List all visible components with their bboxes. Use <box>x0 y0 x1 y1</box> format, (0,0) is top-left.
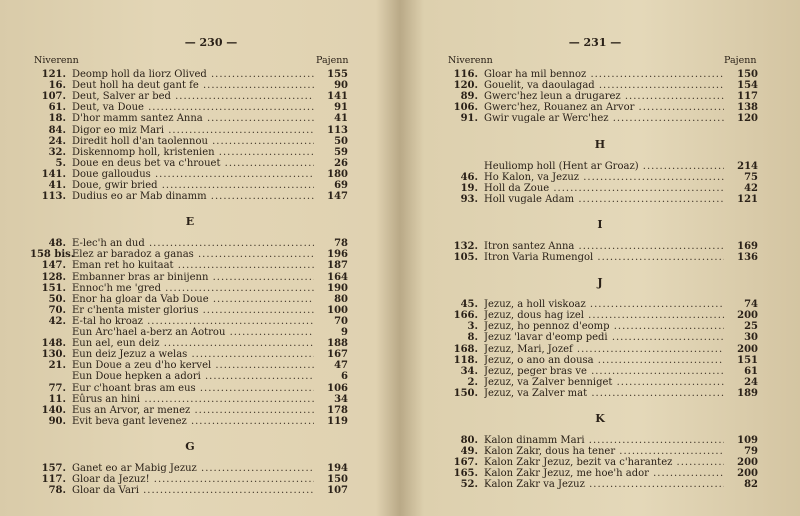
hymn-title-text: Eûrus an hini <box>72 393 141 405</box>
column-header-number: Niverenn <box>34 55 79 66</box>
hymn-number: 24. <box>48 135 66 147</box>
hymn-title-text: Itron santez Anna <box>484 240 575 252</box>
hymn-number: 141. <box>41 168 66 180</box>
page-reference: 147 <box>327 191 348 203</box>
page-reference: 117 <box>737 91 758 103</box>
hymn-number: 80. <box>460 435 478 446</box>
hymn-number: 116. <box>453 69 478 80</box>
hymn-number: 117. <box>41 474 66 485</box>
hymn-title-text: D'hor mamm santez Anna <box>72 113 203 125</box>
index-entry <box>442 112 758 125</box>
page-reference: 167 <box>327 349 348 361</box>
hymn-title <box>72 190 314 203</box>
page-reference: 189 <box>737 387 758 399</box>
page-reference: 150 <box>737 69 758 80</box>
hymn-title-text: Diskennomp holl, kristenien <box>72 146 215 158</box>
hymn-number: 118. <box>453 354 478 366</box>
page-reference: 200 <box>737 457 758 469</box>
hymn-number: 105. <box>453 252 478 263</box>
page-reference: 82 <box>744 479 758 491</box>
page-reference: 136 <box>737 252 758 263</box>
hymn-number: 147. <box>41 260 66 272</box>
page-reference: 100 <box>327 304 348 316</box>
page-reference: 194 <box>327 462 348 474</box>
page-reference: 121 <box>737 193 758 205</box>
page-reference: 196 <box>327 249 348 261</box>
hymn-title-text: Holl vugale Adam <box>484 193 575 205</box>
hymn-number: 167. <box>453 457 478 469</box>
hymn-title-text: Gwir vugale ar Werc'hez <box>484 113 609 125</box>
hymn-title-text: Eun deiz Jezuz a welas <box>72 349 188 361</box>
section-letter: K <box>595 412 605 425</box>
page-reference: 138 <box>737 102 758 114</box>
page-reference: 6 <box>341 371 348 383</box>
hymn-number: 91. <box>460 113 478 125</box>
hymn-title-text: Gloar da Vari <box>72 485 139 497</box>
page-reference: 80 <box>334 293 348 305</box>
hymn-title-text: Heuliomp holl (Hent ar Groaz) <box>484 160 639 172</box>
hymn-title-text: Kalon dinamm Mari <box>484 435 585 446</box>
page-reference: 214 <box>737 160 758 172</box>
hymn-title-text: Deut holl ha deut gant fe <box>72 80 199 92</box>
hymn-title-text: Diredit holl d'an taolennou <box>72 135 208 147</box>
hymn-title-text: Eur c'hoant bras am eus <box>72 382 196 394</box>
index-entry <box>30 484 348 497</box>
column-header-number: Niverenn <box>448 55 493 66</box>
page-reference: 200 <box>737 343 758 355</box>
hymn-number: 46. <box>460 171 478 183</box>
hymn-number: 49. <box>460 446 478 458</box>
hymn-number: 93. <box>460 193 478 205</box>
column-header-page: Pajenn <box>316 55 349 66</box>
hymn-number: 158 bis. <box>30 249 75 261</box>
hymn-number: 19. <box>460 182 478 194</box>
page-reference: 30 <box>744 332 758 344</box>
right-page <box>402 0 800 516</box>
section-letter: G <box>185 439 195 453</box>
hymn-title-text: Embanner bras ar binijenn <box>72 271 209 283</box>
hymn-number: 16. <box>48 80 66 92</box>
hymn-title-text: Deut, va Doue <box>72 102 144 114</box>
hymn-number: 34. <box>460 365 478 377</box>
hymn-title-text: Ganet eo ar Mabig Jezuz <box>72 462 197 474</box>
hymn-title-text: Jezuz, peger bras ve <box>484 365 587 377</box>
hymn-number: 150. <box>453 387 478 399</box>
hymn-number: 130. <box>41 349 66 361</box>
page-reference: 109 <box>737 435 758 446</box>
page-reference: 169 <box>737 240 758 252</box>
hymn-number: 166. <box>453 310 478 322</box>
hymn-number: 120. <box>453 80 478 92</box>
hymn-title <box>72 484 314 497</box>
index-entry <box>442 387 758 400</box>
hymn-title <box>72 415 314 428</box>
index-entry <box>442 478 758 491</box>
hymn-title-text: Jezuz, va Zalver benniget <box>484 376 613 388</box>
hymn-number: 140. <box>41 404 66 416</box>
page-reference: 141 <box>327 91 348 103</box>
page-reference: 69 <box>334 180 348 191</box>
hymn-number: 41. <box>48 180 66 191</box>
hymn-number: 132. <box>453 240 478 252</box>
page-reference: 106 <box>327 382 348 394</box>
page-reference: 151 <box>737 354 758 366</box>
hymn-number: 5. <box>55 157 66 169</box>
page-reference: 24 <box>744 376 758 388</box>
hymn-title-text: Holl da Zoue <box>484 182 550 194</box>
hymn-number: 11. <box>48 393 66 405</box>
hymn-number: 50. <box>48 293 66 305</box>
hymn-number: 90. <box>48 415 66 427</box>
hymn-number: 32. <box>48 146 66 158</box>
hymn-title <box>484 193 724 206</box>
hymn-title-text: Jezuz, a holl viskoaz <box>484 299 586 311</box>
left-page <box>0 0 398 516</box>
hymn-title-text: Ho Kalon, va Jezuz <box>484 171 580 183</box>
page-reference: 178 <box>327 404 348 416</box>
hymn-number: 52. <box>460 479 478 491</box>
page-reference: 9 <box>341 327 348 338</box>
page-reference: 119 <box>327 415 348 427</box>
index-entry <box>30 415 348 428</box>
hymn-title-text: Doue en deus bet va c'hrouet <box>72 157 221 169</box>
hymn-title-text: Jezuz, dous hag izel <box>484 310 584 322</box>
hymn-number: 157. <box>41 462 66 474</box>
column-header-page: Pajenn <box>724 55 757 66</box>
hymn-title <box>484 112 724 125</box>
hymn-number: 121. <box>41 69 66 80</box>
hymn-title <box>484 251 724 264</box>
hymn-title-text: Dudius eo ar Mab dinamm <box>72 191 207 203</box>
page-reference: 164 <box>327 271 348 283</box>
hymn-title-text: Evit beva gant levenez <box>72 415 187 427</box>
hymn-number: 165. <box>453 468 478 480</box>
hymn-number: 61. <box>48 102 66 114</box>
page-reference: 180 <box>327 168 348 180</box>
hymn-title-text: Jezuz 'lavar d'eomp pedi <box>484 332 608 344</box>
page-reference: 154 <box>737 80 758 92</box>
hymn-number: 78. <box>48 485 66 497</box>
page-number: — 230 — <box>184 36 238 49</box>
page-reference: 61 <box>744 365 758 377</box>
hymn-title-text: Er c'henta mister glorius <box>72 304 199 316</box>
hymn-title-text: Kalon Zakr Jezuz, me hoe'h ador <box>484 468 649 480</box>
section-letter: H <box>594 137 606 151</box>
hymn-title-text: Eus an Arvor, ar menez <box>72 404 191 416</box>
hymn-title-text: Eun Doue a zeu d'ho kervel <box>72 360 212 372</box>
hymn-number: 84. <box>48 124 66 136</box>
index-entry <box>442 251 758 264</box>
page-reference: 25 <box>744 321 758 333</box>
hymn-title-text: Gloar ha mil bennoz <box>484 69 587 80</box>
page-reference: 47 <box>334 360 348 372</box>
hymn-title-text: Digor eo miz Mari <box>72 124 165 136</box>
hymn-title-text: Gwerc'hez leun a drugarez <box>484 91 621 103</box>
page-reference: 120 <box>737 113 758 125</box>
page-reference: 75 <box>744 171 758 183</box>
hymn-number: 151. <box>41 282 66 294</box>
page-reference: 78 <box>334 238 348 250</box>
index-entry <box>442 193 758 206</box>
hymn-number: 45. <box>460 299 478 311</box>
hymn-number: 21. <box>48 360 66 372</box>
page-number: — 231 — <box>568 36 622 49</box>
index-entry <box>30 190 348 203</box>
hymn-title-text: Jezuz, o ano an dousa <box>484 354 594 366</box>
page-reference: 41 <box>334 113 348 125</box>
hymn-title-text: Gouelit, va daoulagad <box>484 80 595 92</box>
hymn-number: 107. <box>41 91 66 103</box>
section-letter: E <box>185 215 195 229</box>
hymn-number: 106. <box>453 102 478 114</box>
hymn-title <box>484 478 724 491</box>
hymn-number: 89. <box>460 91 478 103</box>
hymn-number: 128. <box>41 271 66 283</box>
hymn-title-text: Jezuz, va Zalver mat <box>484 387 588 399</box>
hymn-title-text: Deut, Salver ar bed <box>72 91 171 103</box>
page-reference: 79 <box>744 446 758 458</box>
hymn-number: 8. <box>467 332 478 344</box>
hymn-title-text: Enor ha gloar da Vab Doue <box>72 293 209 305</box>
hymn-title-text: E-tal ho kroaz <box>72 315 143 327</box>
hymn-number: 70. <box>48 304 66 316</box>
hymn-title-text: E-lec'h an dud <box>72 238 145 250</box>
hymn-title-text: Elez ar baradoz a ganas <box>72 249 194 261</box>
hymn-title-text: Kalon Zakr, dous ha tener <box>484 446 616 458</box>
page-reference: 90 <box>334 80 348 92</box>
hymn-number: 77. <box>48 382 66 394</box>
hymn-title-text: Jezuz, ho pennoz d'eomp <box>484 321 610 333</box>
hymn-title-text: Doue galloudus <box>72 168 151 180</box>
page-reference: 34 <box>334 393 348 405</box>
hymn-title-text: Eun ael, eun deiz <box>72 338 160 350</box>
page-reference: 150 <box>327 474 348 485</box>
hymn-title-text: Jezuz, Mari, Jozef <box>484 343 573 355</box>
section-letter: J <box>597 276 603 290</box>
hymn-title-text: Gloar da Jezuz! <box>72 474 150 485</box>
page-reference: 107 <box>327 485 348 497</box>
hymn-title <box>484 387 724 400</box>
page-reference: 70 <box>334 315 348 327</box>
hymn-title-text: Eun Arc'hael a-berz an Aotrou <box>72 327 226 338</box>
page-reference: 113 <box>327 124 348 136</box>
page-reference: 59 <box>334 146 348 158</box>
hymn-number: 168. <box>453 343 478 355</box>
page-reference: 187 <box>327 260 348 272</box>
hymn-number: 48. <box>48 238 66 250</box>
page-reference: 74 <box>744 299 758 311</box>
hymn-title-text: Doue, gwir bried <box>72 180 158 191</box>
page-reference: 91 <box>334 102 348 114</box>
hymn-title-text: Ennoc'h me 'gred <box>72 282 161 294</box>
page-reference: 200 <box>737 310 758 322</box>
page-reference: 26 <box>334 157 348 169</box>
hymn-number: 148. <box>41 338 66 350</box>
page-reference: 42 <box>744 182 758 194</box>
page-reference: 155 <box>327 69 348 80</box>
page-reference: 188 <box>327 338 348 350</box>
hymn-title-text: Eun Doue hepken a adori <box>72 371 201 383</box>
hymn-number: 2. <box>467 376 478 388</box>
hymn-title-text: Kalon Zakr Jezuz, bezit va c'harantez <box>484 457 673 469</box>
page-reference: 200 <box>737 468 758 480</box>
hymn-title-text: Kalon Zakr va Jezuz <box>484 479 585 491</box>
section-letter: I <box>597 217 603 231</box>
hymn-title-text: Gwerc'hez, Rouanez an Arvor <box>484 102 635 114</box>
hymn-number: 3. <box>467 321 478 333</box>
page-reference: 50 <box>334 135 348 147</box>
hymn-title-text: Itron Varia Rumengol <box>484 252 594 263</box>
hymn-title-text: Deomp holl da liorz Olived <box>72 69 207 80</box>
hymn-number: 113. <box>41 191 66 203</box>
hymn-number: 18. <box>48 113 66 125</box>
hymn-title-text: Eman ret ho kuitaat <box>72 260 174 272</box>
page-reference: 190 <box>327 282 348 294</box>
hymn-number: 42. <box>48 315 66 327</box>
